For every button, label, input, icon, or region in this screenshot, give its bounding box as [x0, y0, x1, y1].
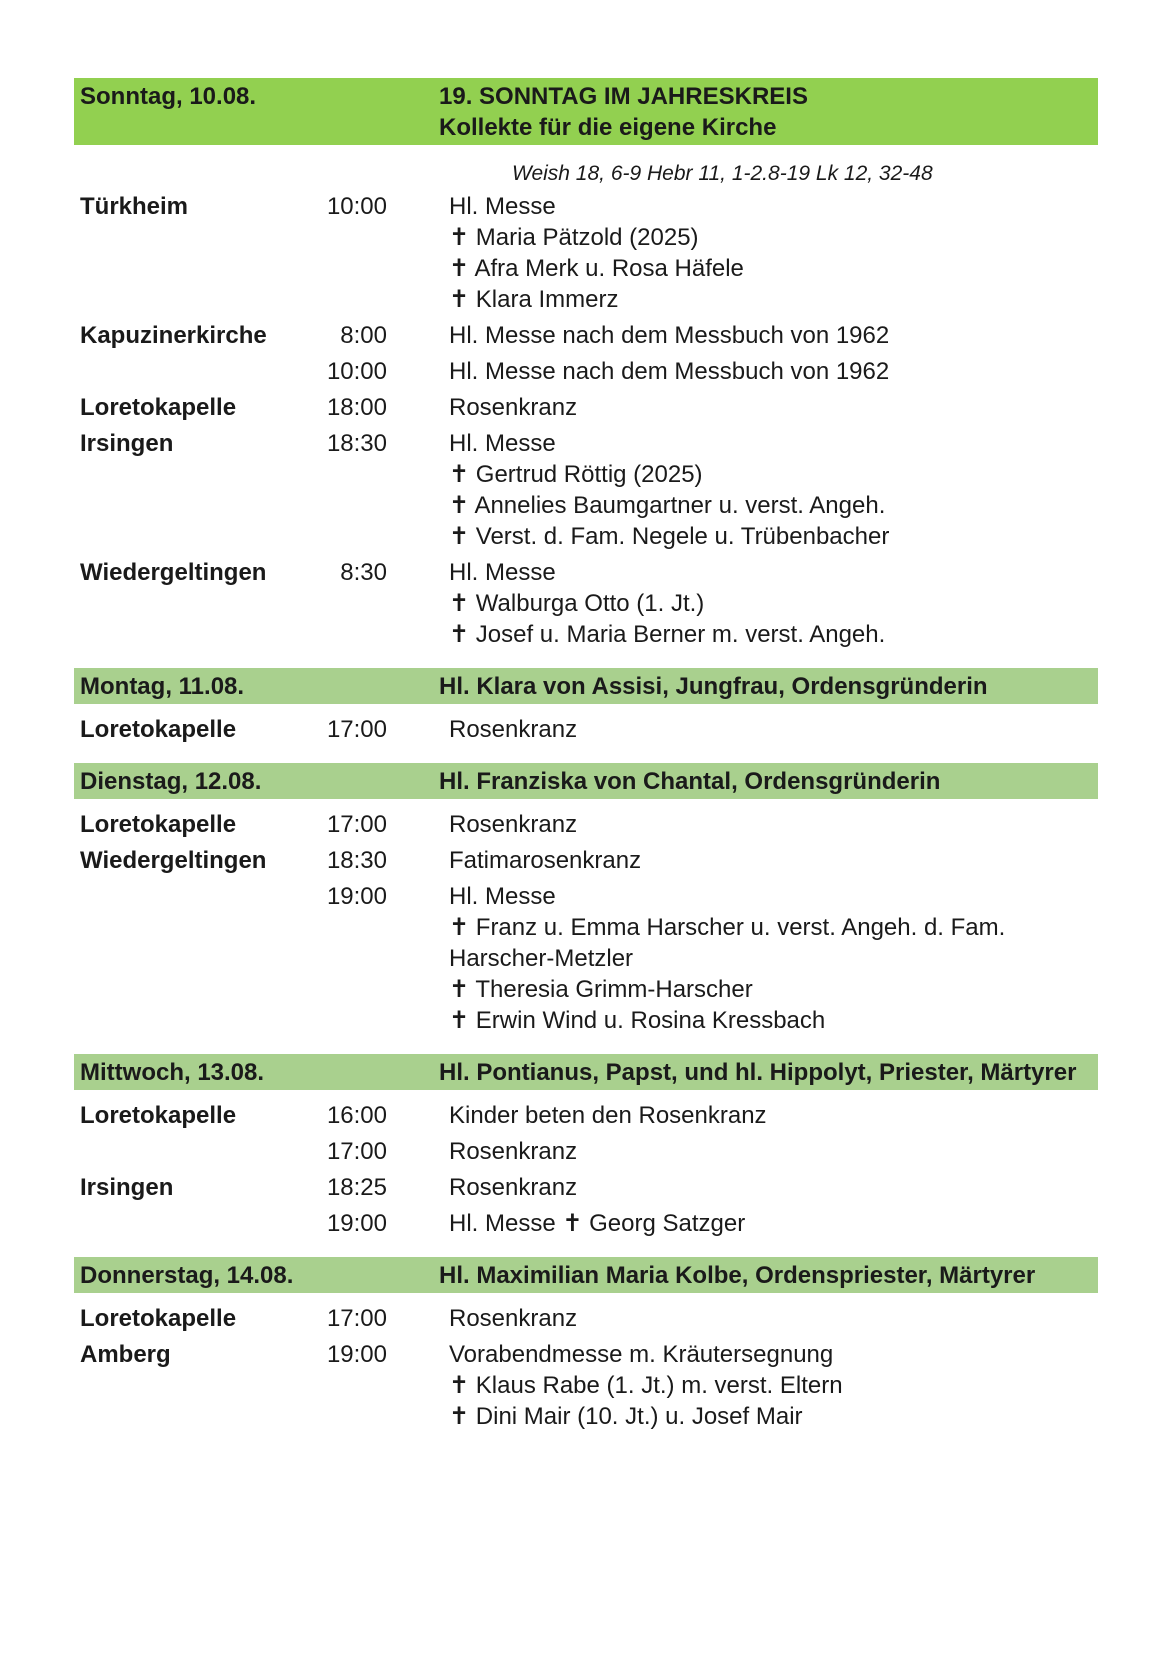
service-entries [387, 557, 1098, 650]
day-section [74, 668, 1098, 745]
service-entry: Rosenkranz [449, 1305, 578, 1332]
day-title-line: Hl. Klara von Assisi, Jungfrau, Ordensgründerin [439, 673, 988, 700]
service-entry: ✝ Franz u. Emma Harscher u. verst. Angeh. d. Fam. Harscher-Metzler [449, 914, 1006, 972]
service-entry: Hl. Messe nach dem Messbuch von 1962 [449, 322, 890, 349]
service-row [74, 1303, 1098, 1334]
service-entries [387, 714, 1098, 745]
service-entry: ✝ Theresia Grimm-Harscher [449, 976, 753, 1003]
day-title [439, 81, 1092, 143]
service-entry: ✝ Klaus Rabe (1. Jt.) m. verst. Eltern [449, 1372, 843, 1399]
service-time: 18:30 [326, 430, 387, 457]
service-entry: Rosenkranz [449, 716, 578, 743]
service-list [74, 704, 1098, 745]
service-time: 18:25 [326, 1174, 387, 1201]
service-entries [387, 392, 1098, 423]
service-entry: Hl. Messe [449, 883, 556, 910]
service-list [74, 1090, 1098, 1239]
day-date: Sonntag, 10.08. [80, 83, 257, 110]
service-location: Irsingen [80, 430, 174, 457]
service-row [74, 356, 1098, 387]
service-row [74, 392, 1098, 423]
day-title [439, 1260, 1092, 1291]
service-entries [387, 809, 1098, 840]
day-title-line: Hl. Franziska von Chantal, Ordensgründerin [439, 768, 941, 795]
service-location [74, 881, 304, 1036]
day-title [439, 766, 1092, 797]
service-entry: Rosenkranz [449, 1138, 578, 1165]
service-entries [387, 191, 1098, 315]
service-entries [387, 356, 1098, 387]
service-entry: Hl. Messe ✝ Georg Satzger [449, 1210, 746, 1237]
service-location: Wiedergeltingen [80, 847, 267, 874]
day-header [74, 1054, 1098, 1090]
service-row [74, 1172, 1098, 1203]
service-row [74, 714, 1098, 745]
day-title [439, 671, 1092, 702]
service-entries [387, 320, 1098, 351]
day-title-line: Kollekte für die eigene Kirche [439, 114, 777, 141]
service-entry: ✝ Klara Immerz [449, 286, 619, 313]
service-list [74, 1293, 1098, 1432]
service-entry: ✝ Verst. d. Fam. Negele u. Trübenbacher [449, 523, 890, 550]
service-row [74, 1339, 1098, 1432]
service-time: 8:30 [340, 559, 387, 586]
day-header [74, 668, 1098, 704]
day-title [439, 1057, 1092, 1088]
service-row [74, 881, 1098, 1036]
schedule [74, 78, 1098, 1450]
service-entry: Fatimarosenkranz [449, 847, 642, 874]
day-date: Mittwoch, 13.08. [80, 1059, 265, 1086]
service-time: 18:30 [326, 847, 387, 874]
service-entry: ✝ Erwin Wind u. Rosina Kressbach [449, 1007, 826, 1034]
service-location: Loretokapelle [80, 811, 237, 838]
service-time: 18:00 [326, 394, 387, 421]
day-header [74, 78, 1098, 145]
service-entries [387, 1100, 1098, 1131]
service-entry: ✝ Walburga Otto (1. Jt.) [449, 590, 705, 617]
service-entry: Rosenkranz [449, 1174, 578, 1201]
service-entry: Hl. Messe [449, 430, 556, 457]
service-entry: ✝ Josef u. Maria Berner m. verst. Angeh. [449, 621, 886, 648]
day-header [74, 1257, 1098, 1293]
service-row [74, 191, 1098, 315]
service-time: 17:00 [326, 716, 387, 743]
service-location [74, 1136, 304, 1167]
service-entries [387, 881, 1098, 1036]
service-entry: Vorabendmesse m. Kräutersegnung [449, 1341, 834, 1368]
day-date: Dienstag, 12.08. [80, 768, 262, 795]
service-location [74, 1208, 304, 1239]
service-time: 17:00 [326, 1305, 387, 1332]
service-entry: Kinder beten den Rosenkranz [449, 1102, 767, 1129]
service-time: 17:00 [326, 811, 387, 838]
service-location: Kapuzinerkirche [80, 322, 267, 349]
service-location: Loretokapelle [80, 716, 237, 743]
service-entries [387, 428, 1098, 552]
service-time: 10:00 [326, 358, 387, 385]
service-row [74, 1208, 1098, 1239]
service-time: 19:00 [326, 883, 387, 910]
scripture-reading: Weish 18, 6-9 Hebr 11, 1-2.8-19 Lk 12, 32-48 [512, 162, 933, 185]
day-title-line: 19. SONNTAG IM JAHRESKREIS [439, 83, 808, 110]
service-entry: Rosenkranz [449, 811, 578, 838]
service-location: Wiedergeltingen [80, 559, 267, 586]
service-location: Irsingen [80, 1174, 174, 1201]
service-time: 19:00 [326, 1210, 387, 1237]
service-entries [387, 1172, 1098, 1203]
service-entry: Rosenkranz [449, 394, 578, 421]
day-section [74, 763, 1098, 1036]
day-header [74, 763, 1098, 799]
service-entry: ✝ Afra Merk u. Rosa Häfele [449, 255, 744, 282]
day-section [74, 1054, 1098, 1239]
service-row [74, 428, 1098, 552]
service-entry: ✝ Maria Pätzold (2025) [449, 224, 699, 251]
service-location: Türkheim [80, 193, 189, 220]
service-row [74, 809, 1098, 840]
day-title-line: Hl. Pontianus, Papst, und hl. Hippolyt, Priester, Märtyrer [439, 1059, 1077, 1086]
service-entry: ✝ Annelies Baumgartner u. verst. Angeh. [449, 492, 886, 519]
day-section [74, 1257, 1098, 1432]
service-row [74, 320, 1098, 351]
service-time: 16:00 [326, 1102, 387, 1129]
service-entries [387, 1303, 1098, 1334]
service-time: 17:00 [326, 1138, 387, 1165]
service-row [74, 557, 1098, 650]
service-location: Amberg [80, 1341, 171, 1368]
day-date: Montag, 11.08. [80, 673, 245, 700]
service-entries [387, 1208, 1098, 1239]
day-section [74, 78, 1098, 650]
service-entry: Hl. Messe nach dem Messbuch von 1962 [449, 358, 890, 385]
service-entry: Hl. Messe [449, 193, 556, 220]
service-entries [387, 1136, 1098, 1167]
service-entry: ✝ Gertrud Röttig (2025) [449, 461, 703, 488]
service-location: Loretokapelle [80, 1305, 237, 1332]
service-time: 10:00 [326, 193, 387, 220]
service-entries [387, 845, 1098, 876]
service-entry: ✝ Dini Mair (10. Jt.) u. Josef Mair [449, 1403, 803, 1430]
service-time: 8:00 [340, 322, 387, 349]
service-time: 19:00 [326, 1341, 387, 1368]
service-location: Loretokapelle [80, 1102, 237, 1129]
service-location: Loretokapelle [80, 394, 237, 421]
day-title-line: Hl. Maximilian Maria Kolbe, Ordenspriester, Märtyrer [439, 1262, 1036, 1289]
service-list [74, 189, 1098, 650]
service-row [74, 845, 1098, 876]
service-row [74, 1136, 1098, 1167]
service-entry: Hl. Messe [449, 559, 556, 586]
service-entries [387, 1339, 1098, 1432]
day-date: Donnerstag, 14.08. [80, 1262, 294, 1289]
service-list [74, 799, 1098, 1036]
service-row [74, 1100, 1098, 1131]
service-location [74, 356, 304, 387]
